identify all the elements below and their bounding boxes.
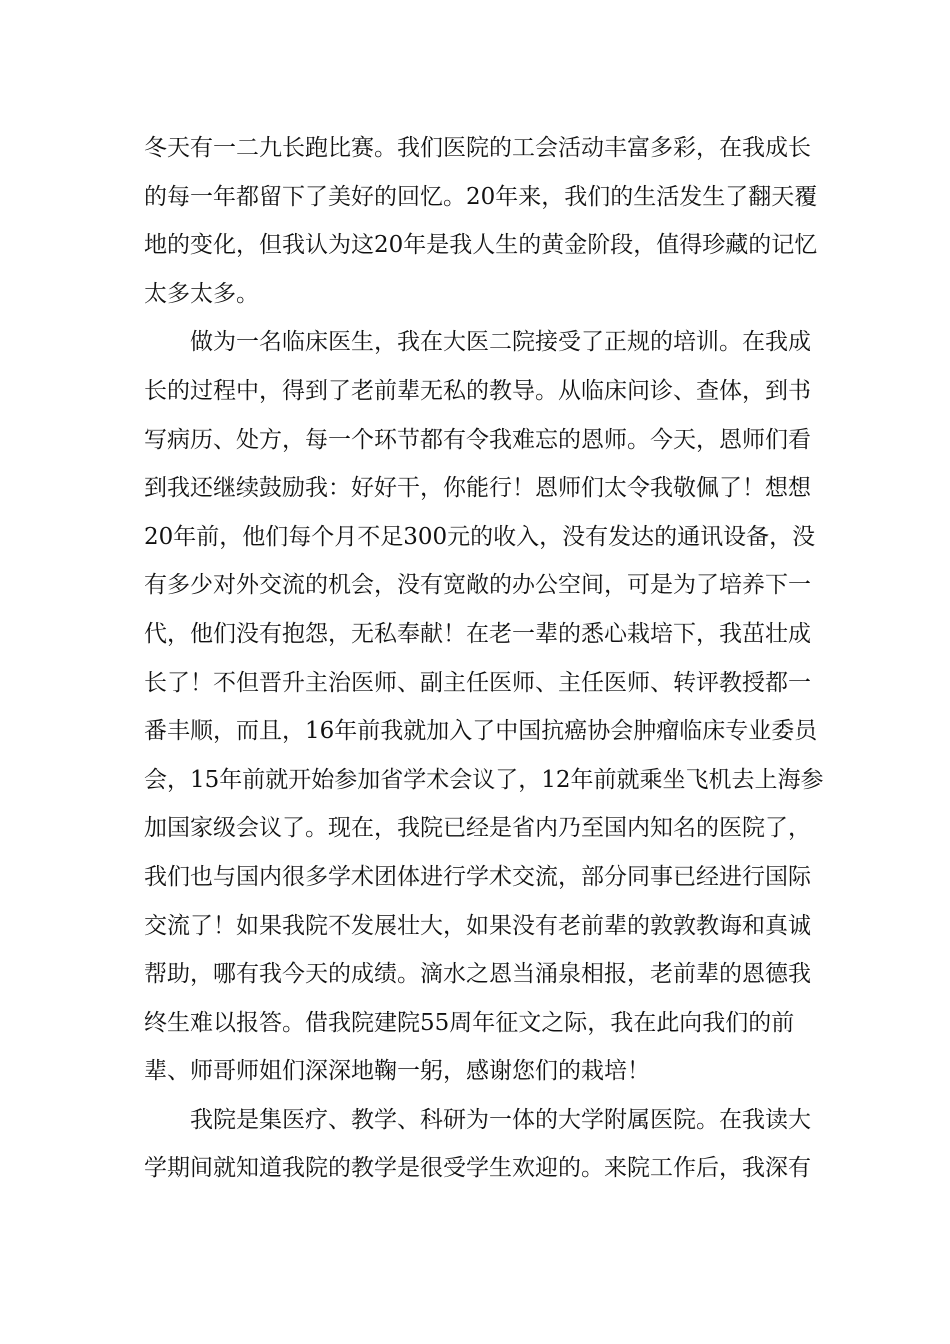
- body-text: [144, 124, 824, 1193]
- text-line: 代，他们没有抱怨，无私奉献！在老一辈的悉心栽培下，我茁壮成: [144, 620, 811, 647]
- text-line: 写病历、处方，每一个环节都有令我难忘的恩师。今天，恩师们看: [144, 426, 811, 453]
- text-line: 长了！不但晋升主治医师、副主任医师、主任医师、转评教授都一: [144, 669, 811, 696]
- text-line: 太多太多。: [144, 280, 259, 307]
- paragraph-1: [144, 124, 818, 318]
- text-line: 冬天有一二九长跑比赛。我们医院的工会活动丰富多彩，在我成长: [144, 135, 811, 161]
- text-line: 会，15年前就开始参加省学术会议了，12年前就乘坐飞机去上海参: [144, 766, 824, 793]
- text-line: 到我还继续鼓励我：好好干，你能行！恩师们太令我敬佩了！想想: [144, 475, 811, 502]
- text-line: 加国家级会议了。现在，我院已经是省内乃至国内知名的医院了，: [144, 815, 811, 842]
- text-line: 交流了！如果我院不发展壮大，如果没有老前辈的敦敦教诲和真诚: [144, 912, 811, 939]
- text-line: 的每一年都留下了美好的回忆。20年来，我们的生活发生了翻天覆: [144, 183, 818, 210]
- text-line: 帮助，哪有我今天的成绩。滴水之恩当涌泉相报，老前辈的恩德我: [144, 961, 811, 988]
- text-line: 我们也与国内很多学术团体进行学术交流，部分同事已经进行国际: [144, 863, 811, 890]
- text-line: 20年前，他们每个月不足300元的收入，没有发达的通讯设备，没: [144, 523, 816, 550]
- text-line: 地的变化，但我认为这20年是我人生的黄金阶段，值得珍藏的记忆: [144, 232, 818, 259]
- text-line: 有多少对外交流的机会，没有宽敞的办公空间，可是为了培养下一: [144, 572, 811, 599]
- paragraph-3: [144, 1096, 810, 1193]
- text-line: 辈、师哥师姐们深深地鞠一躬，感谢您们的栽培！: [144, 1058, 650, 1085]
- paragraph-2: [144, 318, 824, 1096]
- text-line: 学期间就知道我院的教学是很受学生欢迎的。来院工作后，我深有: [144, 1155, 811, 1182]
- text-line: 终生难以报答。借我院建院55周年征文之际，我在此向我们的前: [144, 1009, 795, 1036]
- text-line: 我院是集医疗、教学、科研为一体的大学附属医院。在我读大: [190, 1106, 811, 1133]
- text-line: 做为一名临床医生，我在大医二院接受了正规的培训。在我成: [190, 329, 811, 356]
- text-line: 长的过程中，得到了老前辈无私的教导。从临床问诊、查体，到书: [144, 377, 811, 404]
- text-line: 番丰顺，而且，16年前我就加入了中国抗癌协会肿瘤临床专业委员: [144, 718, 818, 745]
